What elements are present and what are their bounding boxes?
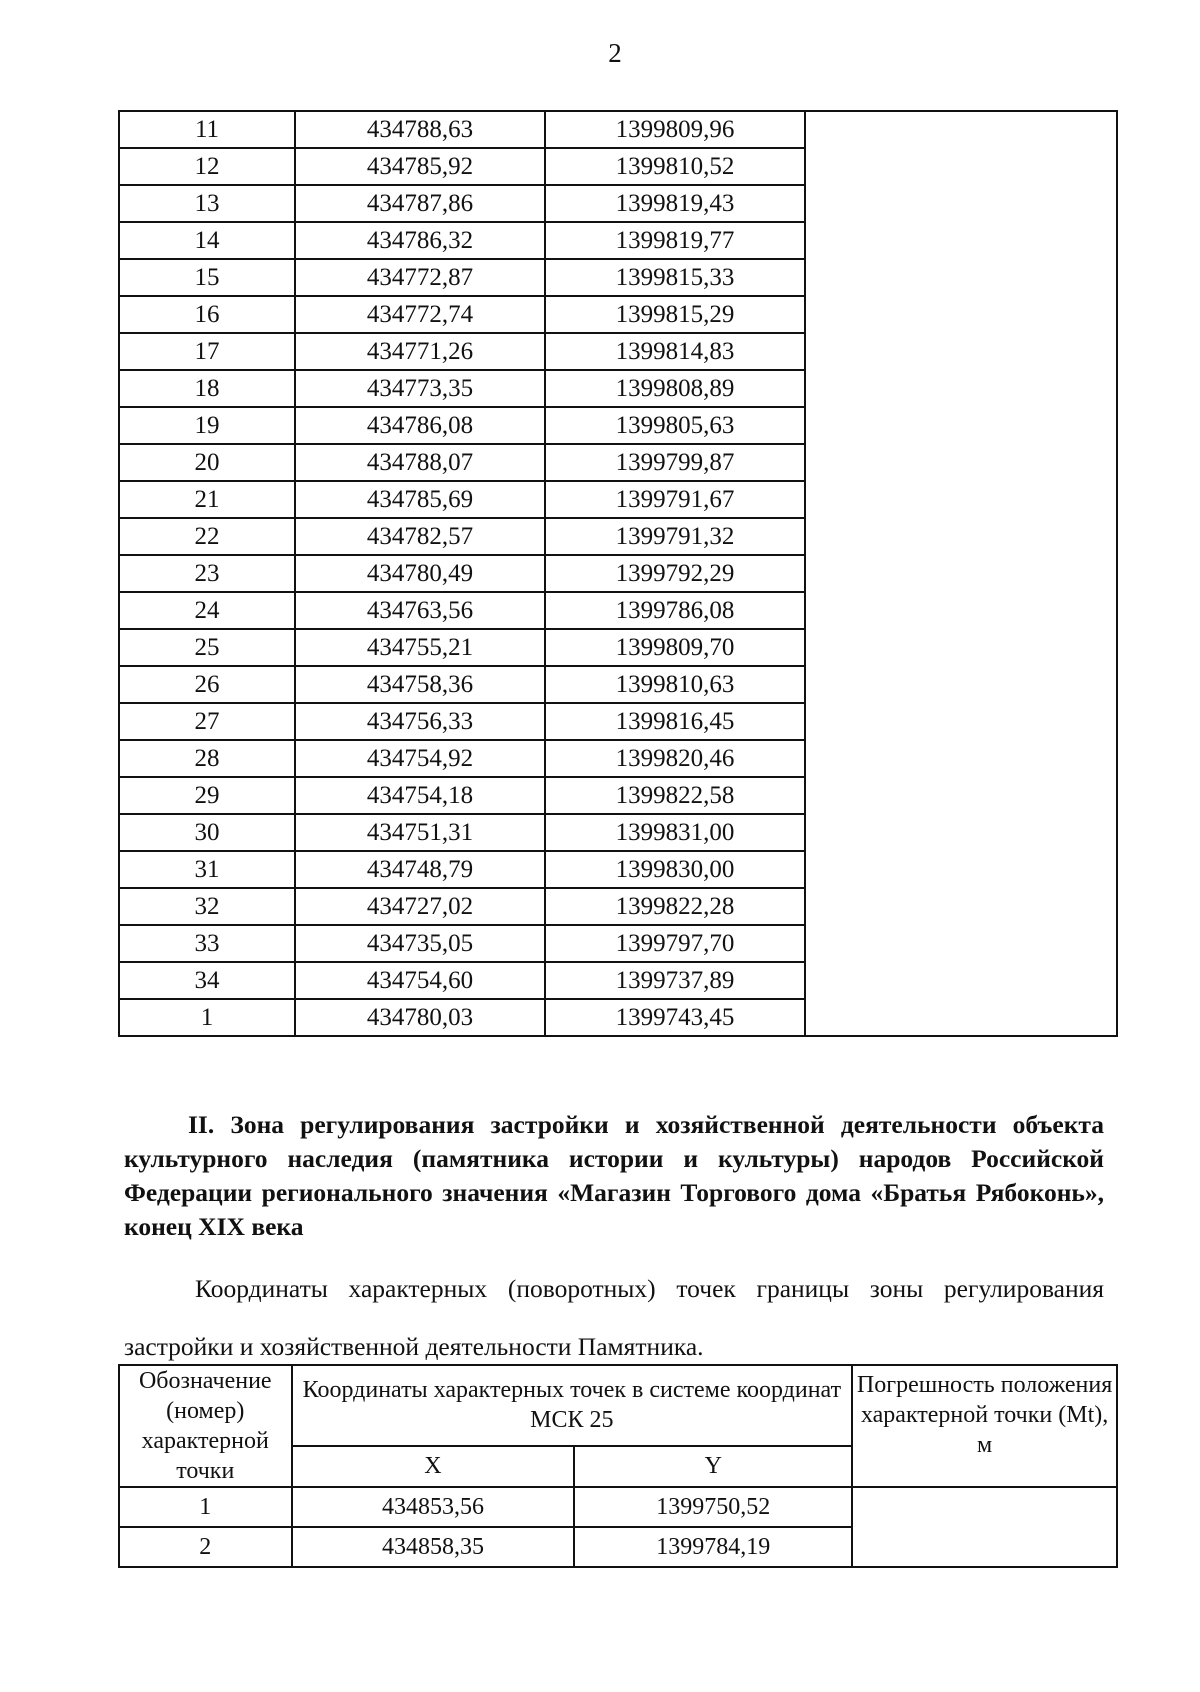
x-coordinate: 434782,57: [295, 518, 545, 555]
y-coordinate: 1399822,28: [545, 888, 805, 925]
point-number: 20: [119, 444, 295, 481]
y-coordinate: 1399808,89: [545, 370, 805, 407]
table-row: [119, 111, 1117, 148]
y-coordinate: 1399815,29: [545, 296, 805, 333]
y-coordinate: 1399814,83: [545, 333, 805, 370]
y-coordinate: 1399810,52: [545, 148, 805, 185]
x-coordinate: 434735,05: [295, 925, 545, 962]
y-coordinate: 1399815,33: [545, 259, 805, 296]
point-number: 12: [119, 148, 295, 185]
point-number: 14: [119, 222, 295, 259]
x-coordinate: 434754,18: [295, 777, 545, 814]
error-column-empty: [852, 1487, 1117, 1567]
point-number: 13: [119, 185, 295, 222]
error-column-empty: [805, 111, 1117, 1036]
x-coordinate: 434787,86: [295, 185, 545, 222]
y-coordinate: 1399809,96: [545, 111, 805, 148]
x-coordinate: 434773,35: [295, 370, 545, 407]
x-coordinate: 434786,32: [295, 222, 545, 259]
x-coordinate: 434754,60: [295, 962, 545, 999]
x-coordinate: 434785,92: [295, 148, 545, 185]
point-number: 29: [119, 777, 295, 814]
y-coordinate: 1399737,89: [545, 962, 805, 999]
y-coordinate: 1399819,77: [545, 222, 805, 259]
x-coordinate: 434858,35: [292, 1527, 575, 1567]
point-number: 18: [119, 370, 295, 407]
y-coordinate: 1399792,29: [545, 555, 805, 592]
x-coordinate: 434772,74: [295, 296, 545, 333]
point-number: 24: [119, 592, 295, 629]
y-coordinate: 1399822,58: [545, 777, 805, 814]
y-coordinate: 1399831,00: [545, 814, 805, 851]
point-number: 21: [119, 481, 295, 518]
section-heading: II. Зона регулирования застройки и хозяйственной деятельности объекта культурного наследия (памятника истории и культуры) народов Российской Федерации регионального значения «Магазин Торгового дома «Братья Рябоконь», конец XIX века: [124, 1110, 1104, 1241]
point-number: 15: [119, 259, 295, 296]
point-number: 28: [119, 740, 295, 777]
table-row: [119, 1487, 1117, 1527]
x-coordinate: 434772,87: [295, 259, 545, 296]
y-coordinate: 1399809,70: [545, 629, 805, 666]
point-number: 30: [119, 814, 295, 851]
y-coordinate: 1399805,63: [545, 407, 805, 444]
x-coordinate: 434788,07: [295, 444, 545, 481]
x-coordinate: 434755,21: [295, 629, 545, 666]
point-number: 2: [119, 1527, 292, 1567]
point-number: 23: [119, 555, 295, 592]
x-coordinate: 434771,26: [295, 333, 545, 370]
y-coordinate: 1399791,67: [545, 481, 805, 518]
y-coordinate: 1399784,19: [574, 1527, 852, 1567]
x-coordinate: 434780,49: [295, 555, 545, 592]
x-coordinate: 434756,33: [295, 703, 545, 740]
point-number: 32: [119, 888, 295, 925]
x-coordinate: 434758,36: [295, 666, 545, 703]
point-number: 1: [119, 999, 295, 1036]
point-number: 26: [119, 666, 295, 703]
point-number: 11: [119, 111, 295, 148]
y-coordinate: 1399743,45: [545, 999, 805, 1036]
section-paragraph: Координаты характерных (поворотных) точек границы зоны регулирования застройки и хозяйственной деятельности Памятника.: [124, 1274, 1104, 1361]
header-y: Y: [574, 1446, 852, 1487]
x-coordinate: 434780,03: [295, 999, 545, 1036]
x-coordinate: 434853,56: [292, 1487, 575, 1527]
x-coordinate: 434763,56: [295, 592, 545, 629]
y-coordinate: 1399819,43: [545, 185, 805, 222]
coordinates-table-continued: [118, 110, 1118, 1037]
point-number: 22: [119, 518, 295, 555]
point-number: 1: [119, 1487, 292, 1527]
header-x: X: [292, 1446, 575, 1487]
y-coordinate: 1399791,32: [545, 518, 805, 555]
header-error: Погрешность положения характерной точки (Mt), м: [852, 1365, 1117, 1487]
point-number: 19: [119, 407, 295, 444]
page-number: 2: [608, 38, 622, 68]
y-coordinate: 1399830,00: [545, 851, 805, 888]
y-coordinate: 1399750,52: [574, 1487, 852, 1527]
x-coordinate: 434748,79: [295, 851, 545, 888]
y-coordinate: 1399820,46: [545, 740, 805, 777]
point-number: 17: [119, 333, 295, 370]
y-coordinate: 1399786,08: [545, 592, 805, 629]
x-coordinate: 434785,69: [295, 481, 545, 518]
point-number: 25: [119, 629, 295, 666]
header-designation: Обозначение (номер) характерной точки: [119, 1365, 292, 1487]
y-coordinate: 1399799,87: [545, 444, 805, 481]
x-coordinate: 434754,92: [295, 740, 545, 777]
x-coordinate: 434788,63: [295, 111, 545, 148]
point-number: 31: [119, 851, 295, 888]
x-coordinate: 434751,31: [295, 814, 545, 851]
point-number: 16: [119, 296, 295, 333]
point-number: 27: [119, 703, 295, 740]
y-coordinate: 1399797,70: [545, 925, 805, 962]
point-number: 34: [119, 962, 295, 999]
point-number: 33: [119, 925, 295, 962]
y-coordinate: 1399810,63: [545, 666, 805, 703]
y-coordinate: 1399816,45: [545, 703, 805, 740]
header-coordinates: Координаты характерных точек в системе координат МСК 25: [292, 1365, 853, 1446]
x-coordinate: 434786,08: [295, 407, 545, 444]
x-coordinate: 434727,02: [295, 888, 545, 925]
zone-coordinates-table: [118, 1364, 1118, 1568]
